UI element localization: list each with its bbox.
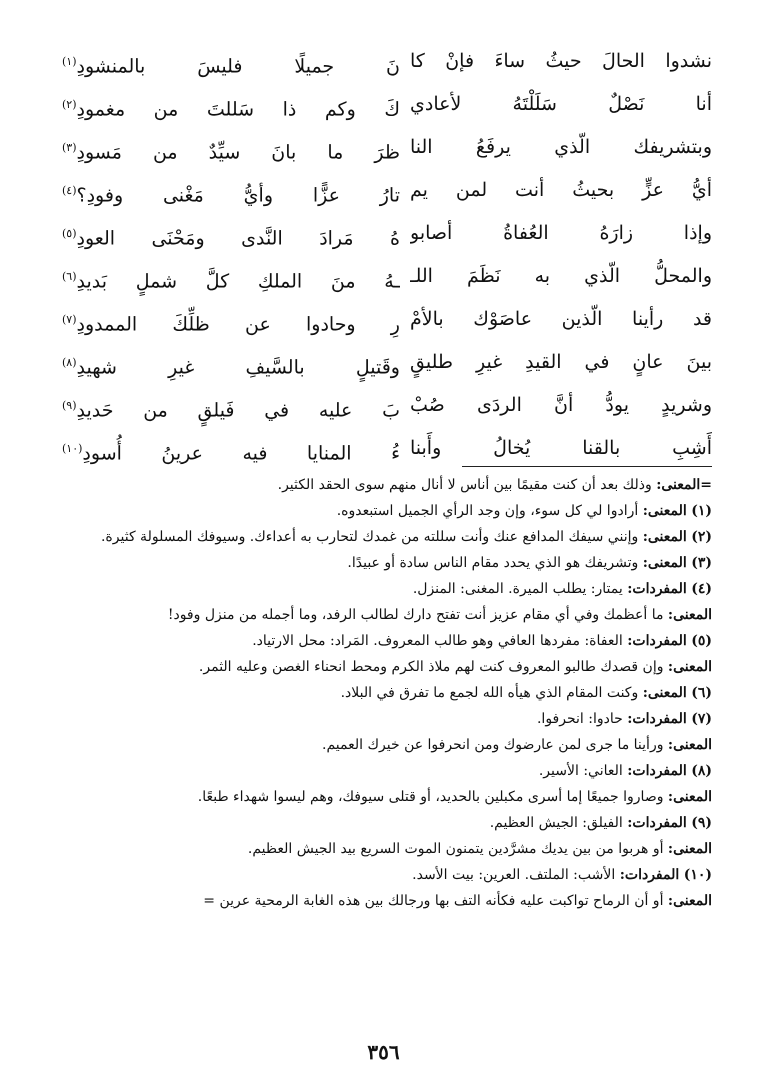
note-ref: (٩) xyxy=(62,399,77,412)
footnote-text: وإن قصدك طالبو المعروف كنت لهم ملاذ الكرم ومحط انحناء الغصن وعليه الثمر. xyxy=(198,659,664,675)
footnotes xyxy=(50,472,712,914)
first-hemistich: أنا نَصْلٌ سَلَلْتَهُ لأعادي xyxy=(410,93,712,115)
footnote: (١٠) المفردات: الأشب: الملتف. العرين: بيت الأسد. xyxy=(412,867,712,883)
footnote xyxy=(50,654,712,680)
first-hemistich: وشريدٍ يودُّ أنَّ الردَى صُبْ xyxy=(410,394,712,416)
footnote xyxy=(50,784,712,810)
verse xyxy=(62,255,712,298)
footnote-label: المعنى: xyxy=(667,737,712,753)
footnote-text: أو أن الرماح تواكبت عليه فكأنه التف بها ورجالك بين هذه الغابة الرمحية عرين = xyxy=(203,893,664,909)
footnote-divider xyxy=(462,466,712,467)
second-hemistich: ءُ المنايا فيه عرينُ أُسودِ$^{(١٠)}$ xyxy=(62,442,400,465)
footnote: (٤) المفردات: يمتار: يطلب الميرة. المغنى: المنزل. xyxy=(412,581,712,597)
footnote-label: المفردات: xyxy=(627,763,687,779)
first-hemistich: نشدوا الحالَ حيثُ ساءَ فإنْ كا xyxy=(410,50,712,72)
second-hemistich: هُ مَرادَ النَّدى ومَحْنَى العودِ$^{(٥)}$ xyxy=(62,227,400,250)
footnote-label: المعنى: xyxy=(642,685,687,701)
verse xyxy=(62,212,712,255)
first-hemistich: بينَ عانٍ في القيدِ غيرِ طليقٍ xyxy=(410,351,712,373)
second-hemistich: ظرَ ما بانَ سيِّدٌ من مَسودِ$^{(٣)}$ xyxy=(62,141,400,164)
footnote: (٧) المفردات: حادوا: انحرفوا. xyxy=(536,711,712,727)
footnote: (٨) المفردات: العاني: الأسير. xyxy=(538,763,712,779)
footnote-label: المعنى: xyxy=(667,607,712,623)
footnote-text: العفاة: مفردها العافي وهو طالب المعروف. المَراد: محل الارتياد. xyxy=(252,633,623,649)
footnote-label: المعنى: xyxy=(667,789,712,805)
verse xyxy=(62,298,712,341)
footnote-label: المفردات: xyxy=(627,581,687,597)
footnote-text: يمتار: يطلب الميرة. المغنى: المنزل. xyxy=(412,581,623,597)
second-hemistich: كَ وكم ذا سَللتَ من مغمودِ$^{(٢)}$ xyxy=(62,98,400,121)
footnote-text: أرادوا لي كل سوء، وإن وجد الرأي الجميل استبعدوه. xyxy=(336,503,639,519)
first-hemistich: وبتشريفك الّذي يرفَعُ النا xyxy=(410,136,712,158)
footnote-text: الفيلق: الجيش العظيم. xyxy=(489,815,623,831)
footnote xyxy=(50,602,712,628)
footnote-label: المفردات: xyxy=(619,867,680,883)
verse xyxy=(62,126,712,169)
verse xyxy=(62,83,712,126)
footnote-label: المعنى: xyxy=(667,659,712,675)
footnote: (٥) المفردات: العفاة: مفردها العافي وهو طالب المعروف. المَراد: محل الارتياد. xyxy=(252,633,712,649)
footnote-label: المفردات: xyxy=(627,815,687,831)
footnote-text: وذلك بعد أن كنت مقيمًا بين أناس لا أنال منهم سوى الحقد الكثير. xyxy=(277,477,652,493)
first-hemistich: والمحلُّ الّذي به نَظَمَ اللـ xyxy=(410,265,712,287)
footnote-text: ورأينا ما جرى لمن عارضوك ومن انحرفوا عن خيرك العميم. xyxy=(322,737,664,753)
footnote xyxy=(50,732,712,758)
footnote-label: المعنى: xyxy=(667,893,712,909)
note-ref: (٣) xyxy=(62,141,77,154)
footnote-label: المعنى: xyxy=(642,503,687,519)
verse xyxy=(62,40,712,83)
poem xyxy=(62,40,712,470)
verse xyxy=(62,341,712,384)
footnote-text: حادوا: انحرفوا. xyxy=(536,711,623,727)
footnote-text: وإنني سيفك المدافع عنك وأنت سللته من غمدك لتحارب به أعداءك. وسيوفك المسلولة كثيرة. xyxy=(100,529,639,545)
verse xyxy=(62,169,712,212)
footnote: (٦) المعنى: وكنت المقام الذي هيأه الله لجمع ما تفرق في البلاد. xyxy=(340,685,712,701)
footnote-label: المعنى: xyxy=(667,841,712,857)
footnote-text: أو هربوا من بين يديك مشرَّدين يتمنون الموت السريع بيد الجيش العظيم. xyxy=(247,841,664,857)
page-number: ٣٥٦ xyxy=(367,1040,400,1064)
first-hemistich: قد رأينا الّذين عاصَوْك بالأمْ xyxy=(410,308,712,330)
footnote-text: الأشب: الملتف. العرين: بيت الأسد. xyxy=(412,867,616,883)
note-ref: (٢) xyxy=(62,98,77,111)
first-hemistich: وإذا زارَهُ العُفاةُ أصابو xyxy=(410,222,712,244)
first-hemistich: أَشِبِ بالقنا يُخالُ وأَبنا xyxy=(410,437,712,459)
footnote-text: وتشريفك هو الذي يحدد مقام الناس سادة أو عبيدًا. xyxy=(347,555,639,571)
second-hemistich: بَ عليه في فَيلقٍ من حَديدِ$^{(٩)}$ xyxy=(62,399,400,422)
second-hemistich: تارُ عزًّا وأيُّ مَغْنى وفودِ؟$^{(٤)}$ xyxy=(62,184,400,207)
note-ref: (٦) xyxy=(62,270,77,283)
footnote-text: وصاروا جميعًا إما أسرى مكبلين بالحديد، أو قتلى سيوفك، وهم ليسوا شهداء طبعًا. xyxy=(197,789,664,805)
footnote-label: =المعنى: xyxy=(656,477,712,493)
footnote: (٣) المعنى: وتشريفك هو الذي يحدد مقام الناس سادة أو عبيدًا. xyxy=(347,555,712,571)
second-hemistich: ـهُ منَ الملكِ كلَّ شملٍ بَديدِ$^{(٦)}$ xyxy=(62,270,400,293)
footnote-text: العاني: الأسير. xyxy=(538,763,623,779)
footnote-label: المعنى: xyxy=(642,529,687,545)
footnote-text: ما أعظمك وفي أي مقام عزيز أنت تفتح دارك لطالب الرفد، وما أجمله من منزل وفود! xyxy=(167,607,664,623)
footnote-label: المفردات: xyxy=(627,711,687,727)
footnote xyxy=(50,888,712,914)
verse xyxy=(62,384,712,427)
footnote xyxy=(50,472,712,498)
footnote-label: المفردات: xyxy=(627,633,687,649)
note-ref: (٤) xyxy=(62,184,77,197)
note-ref: (٧) xyxy=(62,313,77,326)
note-ref: (١) xyxy=(62,55,77,68)
first-hemistich: أيُّ عزٍّ بحيثُ أنت لمن يم xyxy=(410,179,712,201)
note-ref: (٥) xyxy=(62,227,77,240)
footnote xyxy=(50,836,712,862)
footnote: (٢) المعنى: وإنني سيفك المدافع عنك وأنت سللته من غمدك لتحارب به أعداءك. وسيوفك المسلولة كثيرة. xyxy=(100,529,712,545)
second-hemistich: وقَتيلٍ بالسَّيفِ غيرِ شهيدِ$^{(٨)}$ xyxy=(62,356,400,379)
second-hemistich: رِ وحادوا عن ظلِّكَ الممدودِ$^{(٧)}$ xyxy=(62,313,400,336)
footnote-text: وكنت المقام الذي هيأه الله لجمع ما تفرق في البلاد. xyxy=(340,685,639,701)
note-ref: (٨) xyxy=(62,356,77,369)
verse xyxy=(62,427,712,470)
footnote: (٩) المفردات: الفيلق: الجيش العظيم. xyxy=(489,815,712,831)
second-hemistich: نَ جميلًا فليسَ بالمنشودِ$^{(١)}$ xyxy=(62,55,400,78)
note-ref: (١٠) xyxy=(62,442,83,455)
footnote: (١) المعنى: أرادوا لي كل سوء، وإن وجد الرأي الجميل استبعدوه. xyxy=(336,503,712,519)
footnote-label: المعنى: xyxy=(642,555,687,571)
